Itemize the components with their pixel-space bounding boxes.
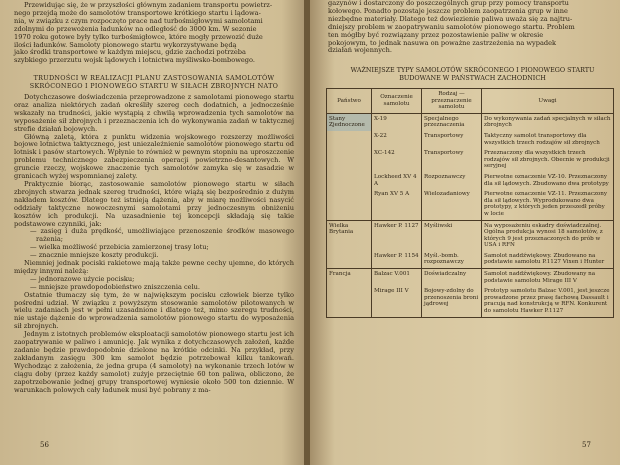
model-cell: Mirage III V	[372, 286, 422, 317]
paragraph: Jednym z istotnych problemów eksploatacji samolotów pionowego startu jest ich zaopatrywanie w paliwo i amunicję. Jak wynika z dotychczasowych założeń, każde zadanie będzie prawdopodobnie dzielone na krótkie odcinki. Na przykład, przy zakładanym zasięgu 300 km samolot będzie potrzebował kilku tankowań. Wychodząc z założenia, że jedna grupa (4 samoloty) na wykonanie trzech lotów w ciągu doby (przez każdy samolot) zużyje przeciętnie 60 ton paliwa, obliczono, że zapotrzebowanie jednej grupy transportowej wyniesie około 500 ton dziennie. W warunkach polowych cały ładunek musi być pobrany z ma-	[14, 330, 294, 394]
text-line: pokojowym, to jednak nasuwa on poważne zastrzeżenia na wypadek	[328, 38, 557, 47]
type-cell: Myśl.-bomb. rozpoznawczy	[422, 251, 482, 269]
type-cell: Transportowy	[422, 148, 482, 172]
page-number: 57	[582, 441, 591, 449]
paragraph: Dotychczasowe doświadczenia przeprowadzone z samolotami pionowego startu oraz analiza niektórych zadań określiły szereg cech dodatnich, a jednocześnie wskazały na trudności, jakie wystąpią z chwilą wprowadzenia tych samolotów na wyposażenie sił zbrojnych i przeznaczenia ich do wykonywania zadań w taktycznej strefie działań bojowych.	[14, 93, 294, 133]
intro-text	[14, 2, 294, 65]
text-line: jako środki transportowe w każdym miejscu, gdzie zachodzi potrzeba	[14, 48, 246, 57]
table-row	[327, 172, 614, 189]
type-cell: Transportowy	[422, 131, 482, 148]
column-header: Państwo	[327, 89, 372, 114]
notes-cell: Taktyczny samolot transportowy dla wszystkich trzech rodzajów sił zbrojnych	[482, 131, 614, 148]
notes-cell: Pierwotne oznaczenie VZ-10. Przeznaczony dla sił lądowych. Zbudowano dwa prototypy	[482, 172, 614, 189]
notes-cell: Przeznaczony dla wszystkich trzech rodzajów sił zbrojnych. Obecnie w produkcji seryjnej	[482, 148, 614, 172]
page-number: 56	[40, 441, 49, 449]
list-item: — znacznie mniejsze koszty produkcji.	[30, 251, 159, 260]
paragraph: Niemniej jednak pociski rakietowe mają także pewne cechy ujemne, do których między innymi należą:	[14, 259, 294, 275]
table-title	[340, 66, 605, 82]
column-header: Rodzaj — przeznaczenie samolotu	[422, 89, 482, 114]
model-cell: X-19	[372, 113, 422, 131]
table-row	[327, 148, 614, 172]
right-page	[310, 0, 620, 465]
paragraph: Główną zaletą, która z punktu widzenia wojskowego rozszerzy możliwości bojowe lotnictwa taktycznego, jest uniezależnienie samolotów pionowego startu od lotnisk i pasów startowych. Wpłynie to również w pewnym stopniu na uproszczenie problemu technicznego zabezpieczenia operacji powietrzno-desantowych. W gruncie rzeczy, wojskowe znaczenie tych samolotów zamyka się w zasadzie w granicach wyżej wspomnianej zalety.	[14, 132, 294, 181]
column-header: Oznaczenie samolotu	[372, 89, 422, 114]
table-row	[327, 189, 614, 220]
text-line: dniejszy problem w zaopatrywaniu samolotów pionowego startu. Problem	[328, 22, 575, 31]
text-line: Przewidując się, że w przyszłości głównym zadaniem transportu powietrz-	[24, 1, 273, 9]
type-cell: Myśliwski	[422, 220, 482, 251]
aircraft-table	[326, 88, 614, 318]
type-cell: Specjalnego przeznaczenia	[422, 113, 482, 131]
country-cell: Francja	[327, 269, 372, 287]
table-title-line: BUDOWANE W PAŃSTWACH ZACHODNICH	[399, 74, 546, 82]
model-cell: Hawker P. 1154	[372, 251, 422, 269]
type-cell: Doświadczalny	[422, 269, 482, 287]
model-cell: X-22	[372, 131, 422, 148]
text-line: nia, w związku z czym rozpoczęto prace nad turbośmigłowymi samolotami	[14, 16, 263, 25]
notes-cell: Samolot naddźwiękowy. Zbudowany na podstawie samolotu Mirage III V	[482, 269, 614, 287]
text-line: kołowego. Ponadto pozostaje jeszcze problem zaopatrzenia grup w inne	[328, 6, 568, 15]
country-cell: Stany Zjednoczone	[327, 113, 372, 131]
model-cell: XC-142	[372, 148, 422, 172]
top-text	[328, 0, 610, 55]
model-cell: Balzac V.001	[372, 269, 422, 287]
model-cell: Lockheed XV 4 A	[372, 172, 422, 189]
column-header: Uwagi	[482, 89, 614, 114]
model-cell: Ryan XV 5 A	[372, 189, 422, 220]
type-cell: Bojowy-zdolny do przenoszenia broni jądrowej	[422, 286, 482, 317]
country-cell	[327, 251, 372, 269]
notes-cell: Do wykonywania zadań specjalnych w siłach zbrojnych	[482, 113, 614, 131]
heading-line: TRUDNOŚCI W REALIZACJI PLANU ZASTOSOWANIA SAMOLOTÓW	[33, 74, 275, 82]
notes-cell: Pierwotne oznaczenie VZ-11. Przeznaczony dla sił lądowych. Wyprodukowano dwa prototypy, z których jeden przeszedł próby w locie	[482, 189, 614, 220]
table-row	[327, 113, 614, 131]
country-cell	[327, 131, 372, 148]
section-heading	[14, 74, 294, 90]
text-line: nego przejdą może do samolotów transportowe krótkiego startu i lądowa-	[14, 8, 261, 17]
paragraph: Praktycznie biorąc, zastosowanie samolotów pionowego startu w siłach zbrojnych stwarza jednak szereg trudności, które wiążą się bezpośrednio z dużym nakładem kosztów. Dlatego też istnieją dążenia, aby w miarę możliwości nasycić oddziały taktyczne nowoczesnymi samolotami przy jednoczesnym obniżeniu kosztów ich produkcji. Na uzasadnienie tej koncepcji składają się takie podstawowe czynniki, jak:	[14, 179, 294, 228]
body-text	[14, 94, 294, 394]
left-page	[0, 0, 306, 465]
text-line: ten mógłby być rozwiązany przez pozostawienie paliw w okresie	[328, 30, 544, 39]
notes-cell: Samolot naddźwiękowy. Zbudowano na podstawie samolotu P.1127 Vixen i Hunter	[482, 251, 614, 269]
table-row	[327, 220, 614, 251]
country-cell	[327, 189, 372, 220]
text-line: szybkiego przerzutu wojsk lądowych i lotnictwa myśliwsko-bombowego.	[14, 56, 255, 65]
text-line: gazynów i dostarczony do poszczególnych grup przy pomocy transportu	[328, 0, 569, 7]
text-line: ilości ładunków. Samoloty pionowego startu wykorzystywane będą	[14, 40, 237, 49]
text-line: niezbędne materiały. Dlatego też dowiezienie paliwa uważa się za najtru-	[328, 14, 573, 23]
list-item: — mniejsze prawdopodobieństwo zniszczenia celu.	[30, 282, 201, 291]
country-cell	[327, 148, 372, 172]
table-row	[327, 286, 614, 317]
heading-line: SKRÓCONEGO I PIONOWEGO STARTU W SIŁACH ZBROJNYCH NATO	[29, 82, 279, 90]
model-cell: Hawker P. 1127	[372, 220, 422, 251]
country-cell	[327, 286, 372, 317]
list-item: — jednorazowe użycie pocisku;	[30, 274, 135, 283]
paragraph: Ostatnie tłumaczy się tym, że w największym pocisku człowiek bierze tylko pośredni udział. W związku z powyższym stosowanie samolotów pilotowanych w wielu zadaniach jest w pełni uzasadnione i dlatego też, mimo szeregu trudności, nie ustaje dążenie do wprowadzenia samolotów pionowego startu do wyposażenia sił zbrojnych.	[14, 290, 294, 331]
type-cell: Wielozadaniowy	[422, 189, 482, 220]
notes-cell: Na wyposażeniu eskadry doświadczalnej. Ogólna produkcja wynosi 18 samolotów, z których 9 jest przeznaczonych do prób w USA i RFN	[482, 220, 614, 251]
type-cell: Rozpoznawczy	[422, 172, 482, 189]
country-cell: Wielka Brytania	[327, 220, 372, 251]
country-cell	[327, 172, 372, 189]
text-line: zdolnymi do przewożenia ładunków na odległość do 3000 km. W sezonie	[14, 24, 257, 33]
list-item: — wielka możliwość przebicia zamierzonej trasy lotu;	[30, 243, 209, 252]
table-row	[327, 131, 614, 148]
list-item: — zasięg i duża prędkość, umożliwiające przenoszenie środków masowego rażenia;	[30, 227, 294, 244]
text-line: działań wojennych.	[328, 46, 392, 55]
table-row	[327, 251, 614, 269]
text-line: 1970 roku gotowe były tylko turbośmigłowce, które mogły przewozić duże	[14, 32, 263, 41]
table-row	[327, 269, 614, 287]
table-title-line: WAŻNIEJSZE TYPY SAMOLOTÓW SKRÓCONEGO I PIONOWEGO STARTU	[350, 66, 595, 74]
notes-cell: Prototyp samolotu Balzac V.001, jest jeszcze prowadzone przez prasę fachową Dassault i pracują nad konstrukcją w RFN. Konkurent do samolotu Hawker P.1127	[482, 286, 614, 317]
